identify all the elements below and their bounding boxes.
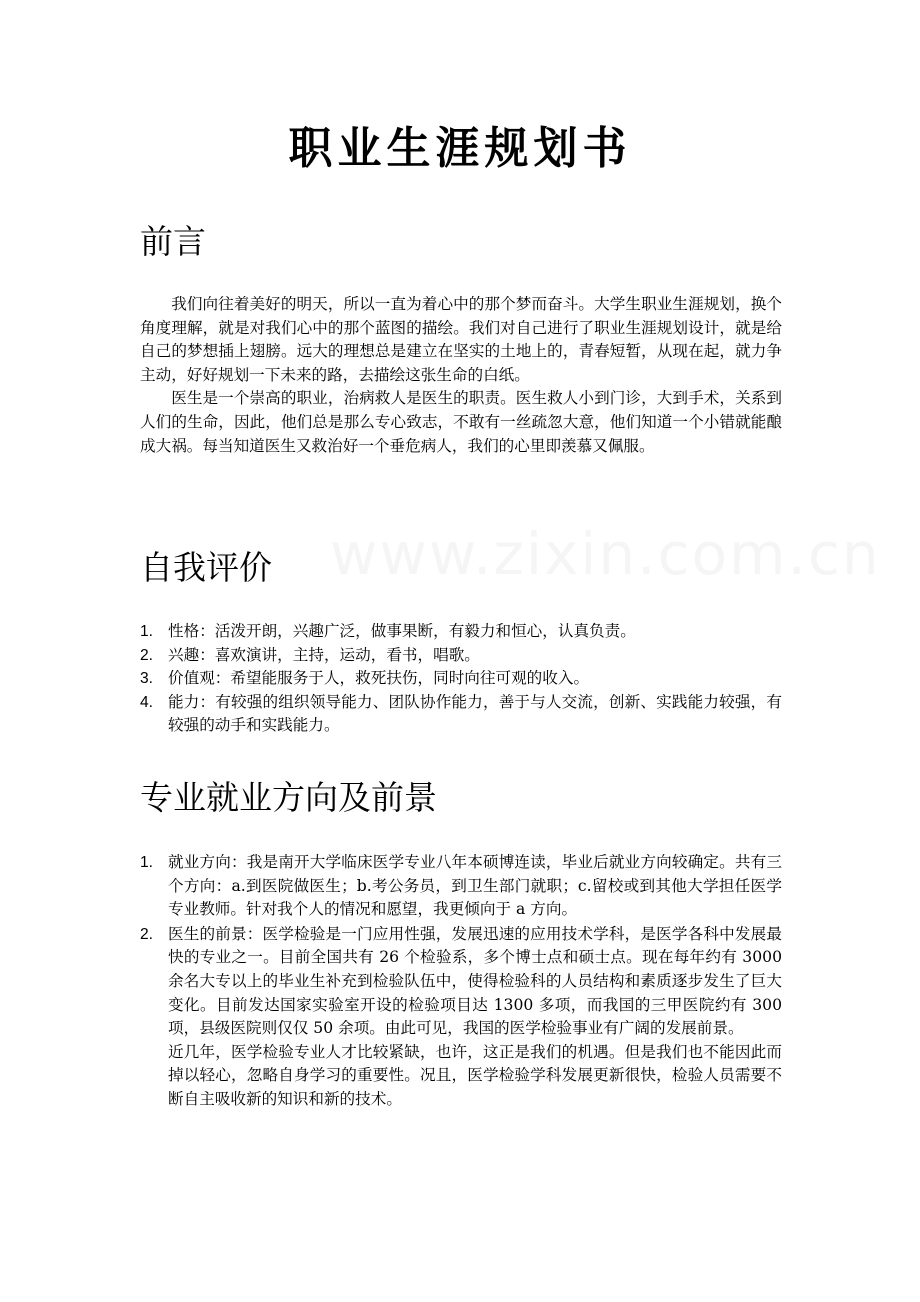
career-heading: 专业就业方向及前景 [140, 778, 437, 817]
preface-paragraph: 医生是一个崇高的职业，治病救人是医生的职责。医生救人小到门诊，大到手术，关系到人们的生命，因此，他们总是那么专心致志，不敢有一丝疏忽大意，他们知道一个小错就能酿成大祸。每当知道医生又救治好一个垂危病人，我们的心里即羡慕又佩服。 [140, 389, 782, 455]
list-item-text: 就业方向：我是南开大学临床医学专业八年本硕博连读，毕业后就业方向较确定。共有三个方向：a.到医院做医生；b.考公务员，到卫生部门就职；c.留校或到其他大学担任医学专业教师。针对我个人的情况和愿望，我更倾向于 a 方向。 [168, 853, 782, 919]
list-item-text: 兴趣：喜欢演讲，主持，运动，看书，唱歌。 [168, 645, 480, 664]
list-item [140, 667, 782, 691]
list-item [140, 851, 782, 922]
preface-paragraph: 我们向往着美好的明天，所以一直为着心中的那个梦而奋斗。大学生职业生涯规划，换个角度理解，就是对我们心中的那个蓝图的描绘。我们对自己进行了职业生涯规划设计，就是给自己的梦想插上翅膀。远大的理想总是建立在坚实的土地上的，青春短暂，从现在起，就力争主动，好好规划一下未来的路，去描绘这张生命的白纸。 [140, 295, 782, 384]
preface-body [140, 293, 782, 458]
list-number: 2. [140, 646, 154, 664]
list-item-text: 性格：活泼开朗，兴趣广泛，做事果断，有毅力和恒心，认真负责。 [168, 622, 636, 640]
list-number: 2. [140, 925, 154, 943]
list-item-text: 近几年，医学检验专业人才比较紧缺，也许，这正是我们的机遇。但是我们也不能因此而掉以轻心，忽略自身学习的重要性。况且，医学检验学科发展更新很快，检验人员需要不断自主吸收新的知识和新的技术。 [168, 1042, 782, 1108]
list-item-text: 能力：有较强的组织领导能力、团队协作能力，善于与人交流，创新、实践能力较强，有较强的动手和实践能力。 [168, 692, 782, 735]
self-evaluation-list [140, 620, 782, 738]
list-number: 3. [140, 670, 154, 688]
list-item-text: 价值观：希望能服务于人，救死扶伤，同时向往可观的收入。 [168, 669, 590, 688]
list-item-text: 医生的前景：医学检验是一门应用性强，发展迅速的应用技术学科，是医学各科中发展最快的专业之一。目前全国共有 26 个检验系，多个博士点和硕士点。现在每年约有 3000 余名大专以上的毕业生补充到检验队伍中，使得检验科的人员结构和素质逐步发生了巨大变化。目前发达国家实验室开设的检验项目达 1300 多项，而我国的三甲医院约有 300 项，县级医院则仅仅 50 余项。由此可见，我国的医学检验事业有广阔的发展前景。 [168, 924, 782, 1038]
list-item [140, 923, 782, 1112]
list-item [140, 644, 782, 668]
preface-heading: 前言 [140, 222, 206, 261]
list-item [140, 620, 782, 644]
list-number: 4. [140, 693, 154, 711]
career-list [140, 851, 782, 1112]
list-number: 1. [140, 623, 154, 640]
document-title: 职业生涯规划书 [288, 123, 632, 174]
self-evaluation-heading: 自我评价 [140, 548, 272, 587]
list-item [140, 691, 782, 738]
watermark: www.zixin.com.cn [330, 520, 881, 588]
list-number: 1. [140, 854, 154, 871]
